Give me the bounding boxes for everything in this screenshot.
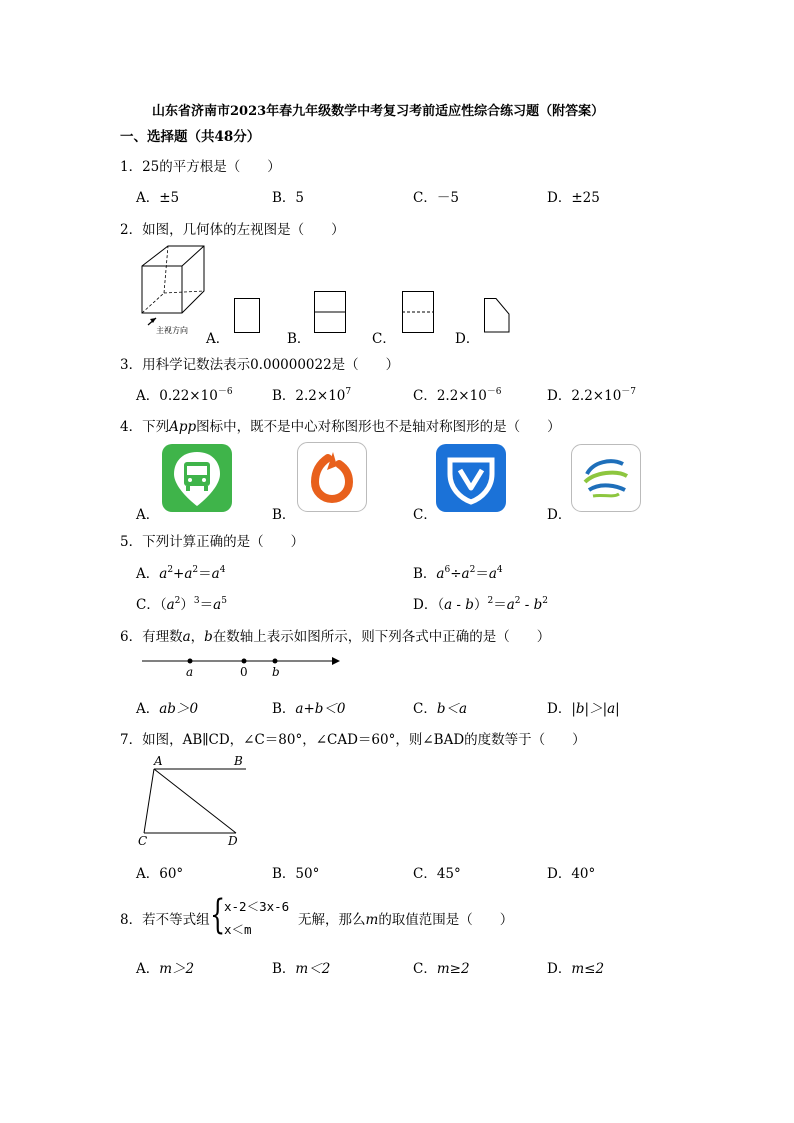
app-word: App — [169, 419, 197, 435]
system-brace: { — [210, 892, 226, 938]
option-c — [413, 957, 470, 977]
question-stem: 如图，几何体的左视图是（ ） — [142, 222, 345, 238]
option-c — [413, 384, 502, 404]
option-letter: A． — [136, 566, 160, 582]
question-stem: 下列 — [142, 419, 170, 435]
view-option-a — [234, 298, 260, 334]
question-stem: 下列计算正确的是（ ） — [142, 534, 305, 550]
prism-figure — [136, 243, 216, 328]
exponent: －6 — [486, 387, 502, 397]
question-8-suffix — [298, 908, 513, 928]
option-math: m＜2 — [295, 961, 331, 977]
option-letter: C． — [413, 701, 437, 717]
option-d: D．40° — [547, 866, 596, 882]
option-b — [272, 957, 330, 977]
option-d — [547, 384, 636, 404]
option-b: B． — [287, 331, 311, 347]
question-stem: 如图，AB∥CD，∠C＝80°，∠CAD＝60°，则∠BAD的度数等于（ ） — [142, 732, 586, 748]
point-label-c: C — [138, 834, 148, 848]
question-2 — [120, 218, 345, 238]
option-text: B．2.2×10 — [272, 388, 346, 404]
option-d: D．±25 — [547, 190, 600, 206]
question-stem: 用科学记数法表示0.00000022是（ ） — [142, 357, 400, 373]
option-b: B．5 — [272, 190, 305, 206]
exponent: 7 — [345, 387, 352, 397]
option-math: m≥2 — [436, 961, 470, 977]
question-5 — [120, 530, 304, 550]
option-d: D． — [455, 331, 480, 347]
view-option-c — [402, 291, 434, 333]
option-letter: A． — [136, 701, 160, 717]
axis-label-zero: 0 — [240, 665, 248, 679]
option-d — [547, 697, 620, 717]
option-c: C． — [372, 331, 396, 347]
var-a: a — [182, 629, 191, 645]
option-text: D．2.2×10 — [547, 388, 622, 404]
mobile-app-icon — [571, 444, 641, 512]
option-c — [413, 697, 467, 717]
option-c: C．45° — [413, 866, 461, 882]
orange-ring-app-icon — [297, 442, 367, 512]
option-a: A．±5 — [136, 190, 180, 206]
option-math: m＞2 — [159, 961, 195, 977]
view-option-b — [314, 291, 346, 333]
option-a: A．$a^2+a^2=a^4$ — [136, 565, 226, 582]
question-stem: 的取值范围是（ ） — [378, 912, 514, 928]
question-number: 3． — [120, 357, 143, 373]
point-label-d: D — [228, 834, 238, 848]
separator: ， — [190, 629, 205, 645]
shield-app-icon — [436, 444, 506, 512]
option-text: A．0.22×10 — [136, 388, 218, 404]
option-d — [547, 957, 604, 977]
option-d: D．$(a - b)^2=a^2 - b^2$ — [413, 596, 549, 613]
question-stem: 无解，那么 — [298, 912, 366, 928]
question-number: 1． — [120, 159, 143, 175]
option-a — [136, 957, 194, 977]
option-math: ab＞0 — [159, 701, 199, 717]
option-b: B．50° — [272, 866, 320, 882]
option-math: a+b＜0 — [295, 701, 346, 717]
axis-label-b: b — [272, 665, 280, 679]
question-number: 5． — [120, 534, 143, 550]
question-number: 4． — [120, 419, 143, 435]
exponent: －7 — [621, 387, 637, 397]
question-stem: 图标中，既不是中心对称图形也不是轴对称图形的是（ ） — [196, 419, 561, 435]
page-title: 山东省济南市2023年春九年级数学中考复习考前适应性综合练习题（附答案） — [152, 104, 605, 119]
option-letter: B． — [272, 701, 296, 717]
section-heading: 一、选择题（共48分） — [120, 129, 261, 145]
var-m: m — [365, 912, 379, 928]
question-stem: 若不等式组 — [142, 912, 210, 928]
axis-label-a: a — [186, 665, 194, 679]
option-a — [136, 697, 198, 717]
question-4 — [120, 415, 561, 435]
point-label-b: B — [234, 754, 243, 768]
inequality-line-1: x-2＜3x-6 — [224, 899, 290, 914]
view-option-d — [484, 298, 510, 334]
bus-app-icon — [162, 444, 232, 512]
option-math: b＜a — [436, 701, 468, 717]
question-8-prefix — [120, 908, 210, 928]
option-c: C．$(a^2)^3=a^5$ — [136, 596, 227, 613]
option-c: C．－5 — [413, 190, 459, 206]
option-letter: B． — [413, 566, 437, 582]
option-a — [136, 384, 233, 404]
point-label-a: A — [154, 754, 163, 768]
option-letter: A． — [136, 961, 160, 977]
question-7 — [120, 728, 586, 748]
option-b — [272, 384, 351, 404]
inequality-line-2: x＜m — [224, 922, 252, 937]
option-c: C． — [413, 507, 437, 523]
option-letter: C． — [413, 961, 437, 977]
var-b: b — [204, 629, 213, 645]
option-a: A．60° — [136, 866, 184, 882]
option-letter: C． — [136, 597, 160, 613]
option-text: C．2.2×10 — [413, 388, 487, 404]
question-stem: 有理数 — [142, 629, 183, 645]
question-number: 2． — [120, 222, 143, 238]
view-direction-label: 主视方向 — [156, 326, 188, 335]
option-d: D． — [547, 507, 572, 523]
question-number: 6． — [120, 629, 143, 645]
option-letter: D． — [413, 597, 438, 613]
question-stem: 在数轴上表示如图所示，则下列各式中正确的是（ ） — [212, 629, 551, 645]
option-letter: D． — [547, 961, 572, 977]
question-stem: 25的平方根是（ ） — [142, 159, 281, 175]
question-number: 8． — [120, 912, 143, 928]
question-1 — [120, 155, 281, 175]
option-b — [272, 697, 346, 717]
option-letter: D． — [547, 701, 572, 717]
option-letter: B． — [272, 961, 296, 977]
option-math: |b|＞|a| — [571, 701, 620, 717]
question-3 — [120, 353, 399, 373]
option-b: B． — [272, 507, 296, 523]
option-math: m≤2 — [571, 961, 605, 977]
option-b: B．$a^6\div a^2=a^4$ — [413, 565, 503, 582]
question-6 — [120, 625, 550, 645]
option-a: A． — [206, 331, 230, 347]
question-number: 7． — [120, 732, 143, 748]
exponent: －6 — [217, 387, 233, 397]
option-a: A． — [136, 507, 160, 523]
